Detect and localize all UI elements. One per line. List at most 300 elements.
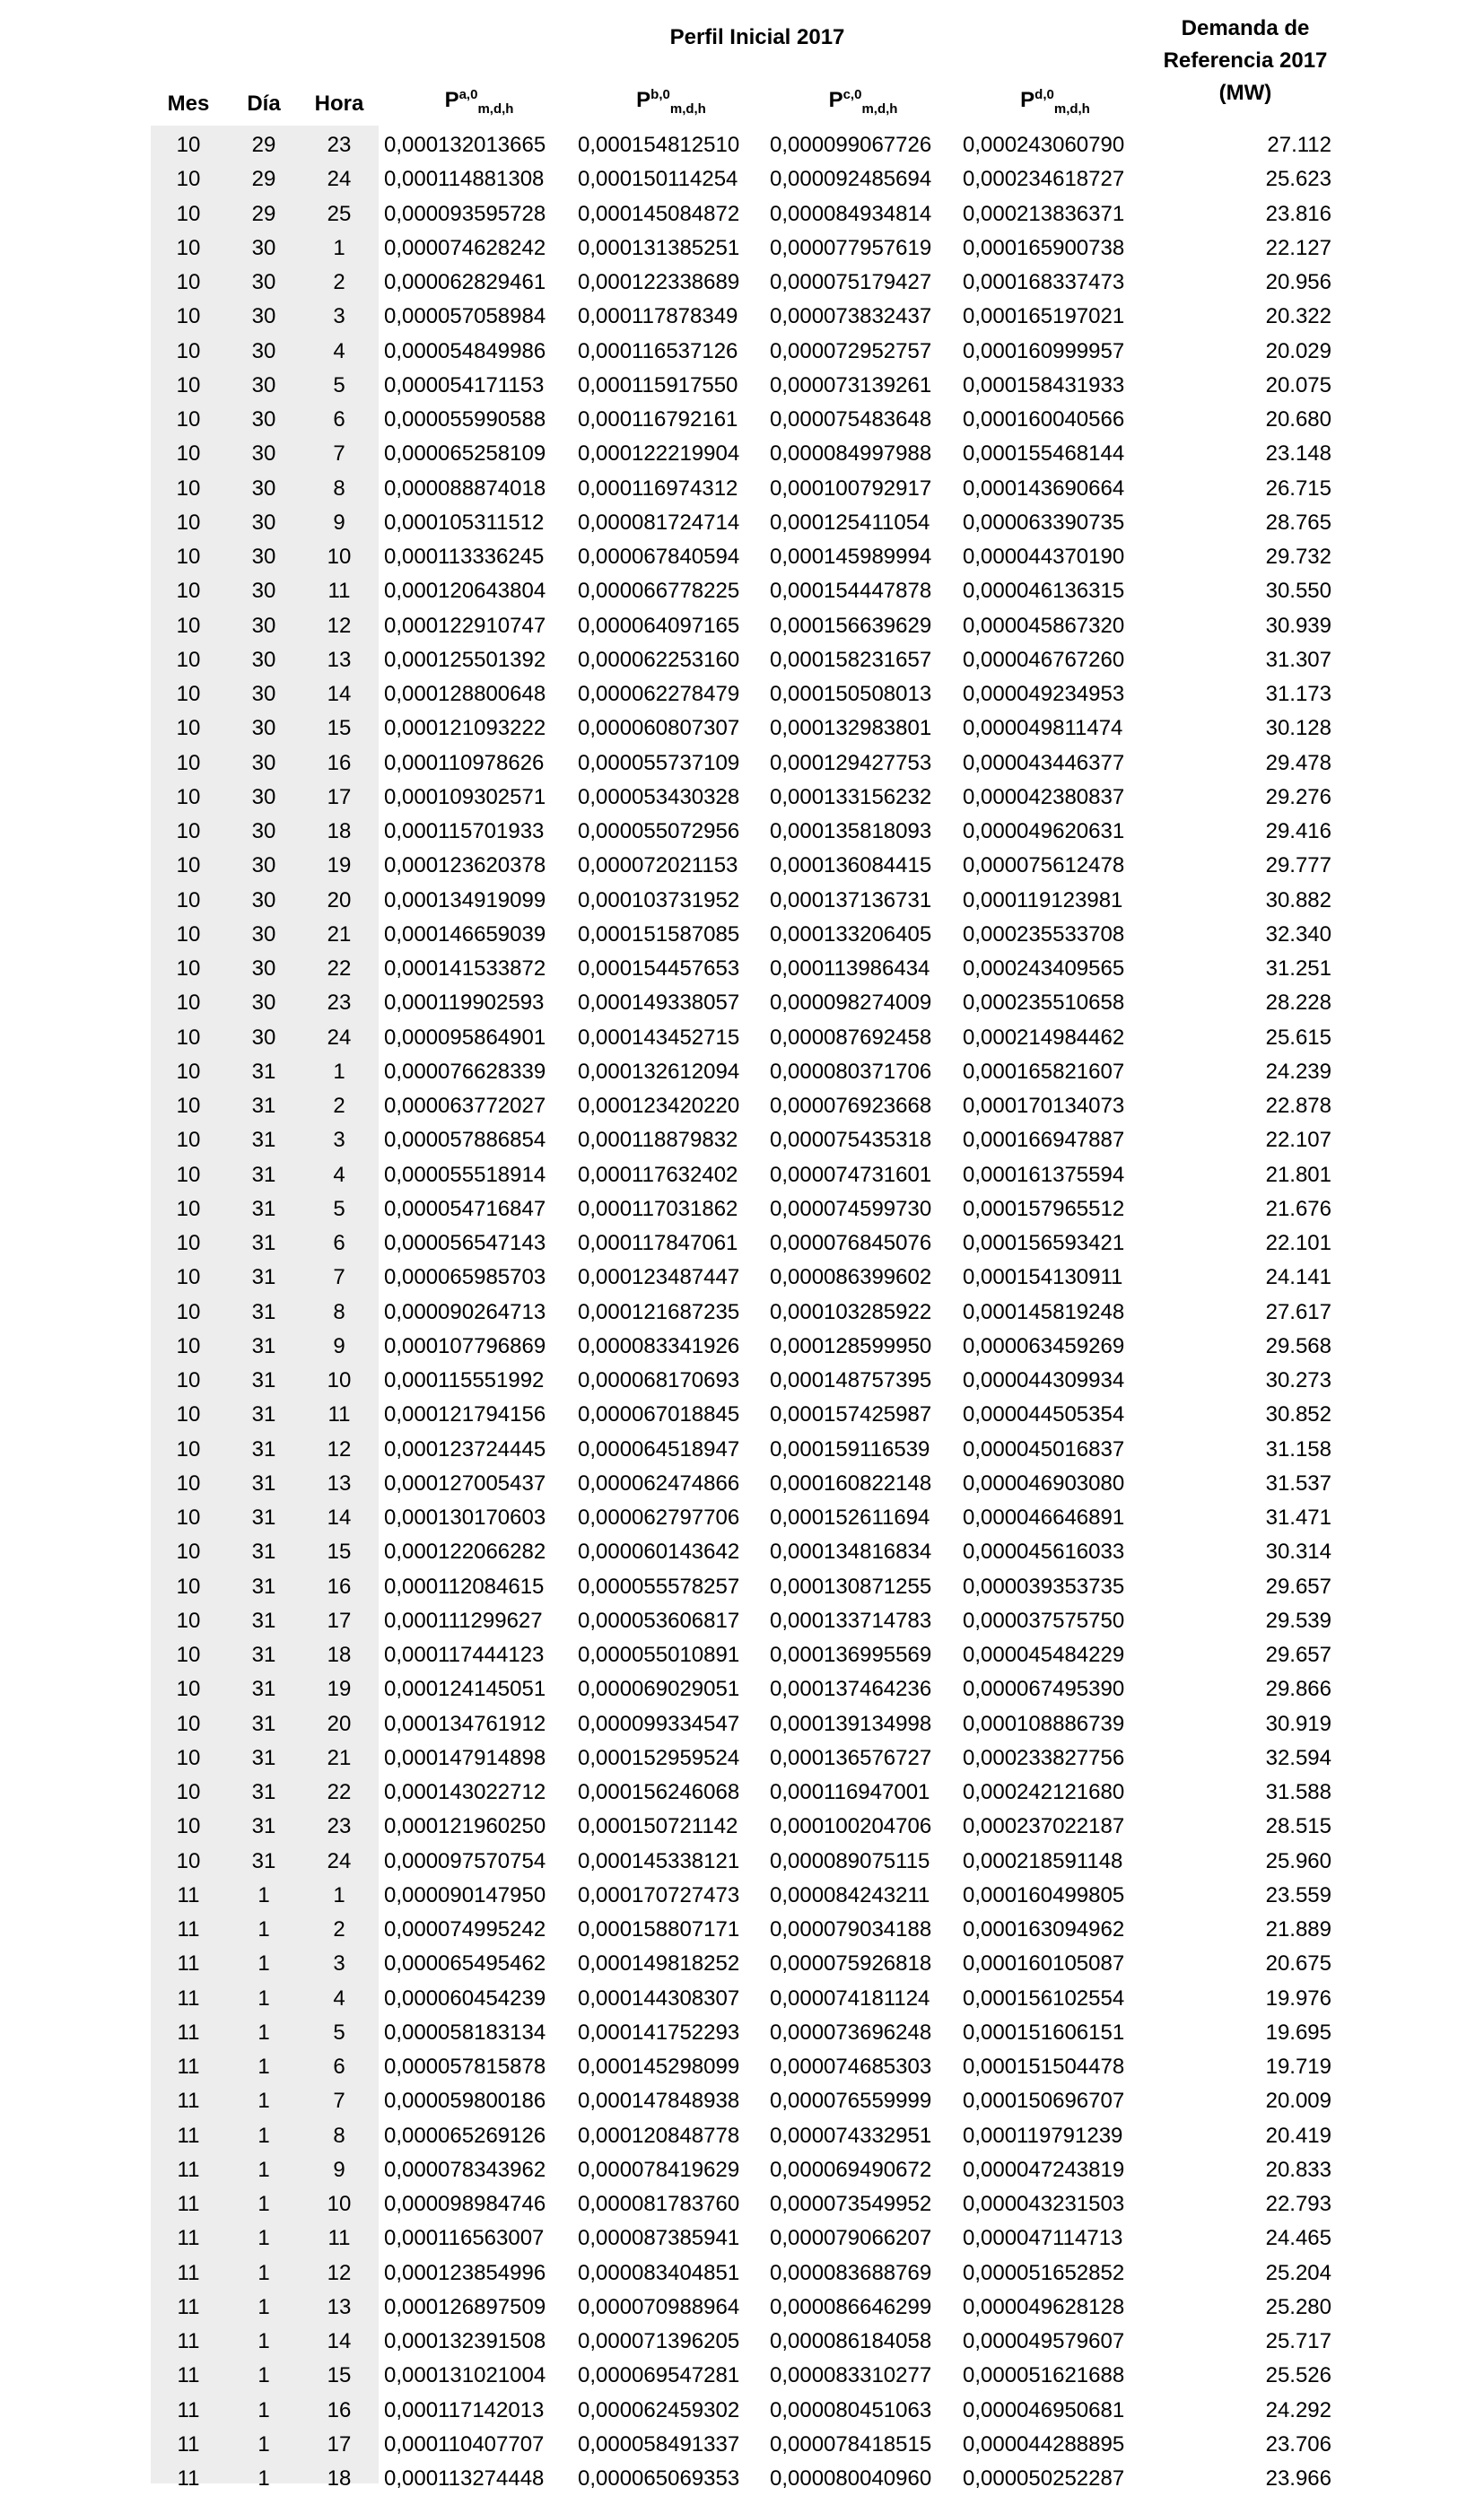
cell-demanda: 31.173 [1265, 682, 1331, 706]
cell-dia: 1 [258, 2397, 270, 2422]
cell-pa: 0,000057815878 [384, 2055, 546, 2079]
cell-pd: 0,000049628128 [963, 2294, 1125, 2319]
cell-dia: 1 [258, 2329, 270, 2353]
cell-dia: 31 [251, 1745, 276, 1770]
cell-mes: 10 [176, 682, 201, 706]
cell-pb: 0,000055010891 [578, 1643, 740, 1667]
cell-pc: 0,000157425987 [770, 1402, 932, 1427]
cell-demanda: 31.158 [1265, 1436, 1331, 1462]
cell-hora: 20 [327, 1711, 352, 1736]
cell-pc: 0,000073696248 [770, 2020, 932, 2045]
table-row [0, 1947, 1484, 1981]
cell-pa: 0,000123620378 [384, 853, 546, 878]
cell-pb: 0,000145338121 [578, 1848, 740, 1873]
cell-mes: 10 [176, 819, 201, 843]
cell-demanda: 30.882 [1265, 887, 1331, 912]
cell-dia: 31 [251, 1162, 276, 1187]
cell-hora: 22 [327, 956, 352, 981]
cell-pb: 0,000087385941 [578, 2226, 740, 2251]
cell-mes: 10 [176, 1814, 201, 1839]
cell-dia: 1 [258, 2157, 270, 2182]
cell-dia: 30 [251, 819, 276, 843]
cell-pd: 0,000042380837 [963, 784, 1125, 809]
cell-mes: 10 [176, 1505, 201, 1530]
cell-pd: 0,000156593421 [963, 1231, 1125, 1255]
pa-base: P [444, 88, 459, 112]
cell-mes: 10 [176, 1471, 201, 1496]
cell-pc: 0,000080451063 [770, 2397, 932, 2422]
cell-demanda: 20.680 [1265, 407, 1331, 432]
table-row [0, 2394, 1484, 2428]
cell-mes: 10 [176, 1780, 201, 1804]
cell-demanda: 25.623 [1265, 167, 1331, 192]
cell-pb: 0,000083404851 [578, 2260, 740, 2285]
cell-demanda: 28.228 [1265, 991, 1331, 1016]
cell-demanda: 29.657 [1265, 1643, 1331, 1667]
cell-pb: 0,000058491337 [578, 2431, 740, 2457]
table-row [0, 1879, 1484, 1913]
cell-dia: 31 [251, 1299, 276, 1324]
cell-pb: 0,000145084872 [578, 201, 740, 226]
cell-mes: 10 [176, 716, 201, 741]
cell-pc: 0,000087692458 [770, 1025, 932, 1050]
cell-mes: 11 [177, 2226, 200, 2251]
cell-hora: 24 [327, 167, 352, 192]
cell-dia: 31 [251, 1608, 276, 1633]
table-row [0, 677, 1484, 711]
table-row [0, 403, 1484, 437]
cell-demanda: 21.676 [1265, 1196, 1331, 1221]
cell-dia: 29 [251, 167, 276, 192]
cell-pd: 0,000243060790 [963, 133, 1125, 157]
cell-mes: 10 [176, 167, 201, 192]
cell-pa: 0,000113274448 [384, 2466, 545, 2491]
cell-pc: 0,000145989994 [770, 545, 932, 569]
cell-demanda: 23.966 [1265, 2466, 1331, 2491]
cell-pc: 0,000150508013 [770, 682, 932, 706]
cell-pd: 0,000160105087 [963, 1951, 1125, 1977]
cell-pb: 0,000149818252 [578, 1951, 740, 1977]
table-row [0, 884, 1484, 918]
cell-pc: 0,000158231657 [770, 647, 932, 672]
cell-mes: 10 [176, 613, 201, 638]
table-row [0, 781, 1484, 815]
cell-pb: 0,000158807171 [578, 1917, 740, 1942]
cell-pd: 0,000047243819 [963, 2157, 1125, 2182]
cell-pc: 0,000139134998 [770, 1711, 932, 1736]
cell-pa: 0,000057058984 [384, 304, 546, 329]
cell-pd: 0,000156102554 [963, 1985, 1125, 2011]
demand-header-line-3: (MW) [1218, 81, 1272, 105]
cell-demanda: 32.340 [1265, 921, 1331, 947]
cell-pa: 0,000134919099 [384, 887, 546, 912]
column-header-hora: Hora [314, 92, 364, 116]
table-row [0, 2291, 1484, 2325]
pb-sub: m,d,h [669, 101, 706, 117]
cell-pa: 0,000127005437 [384, 1471, 546, 1496]
cell-dia: 31 [251, 1711, 276, 1736]
cell-pd: 0,000119123981 [963, 887, 1123, 912]
cell-mes: 10 [176, 647, 201, 672]
table-row [0, 2119, 1484, 2153]
cell-pd: 0,000151504478 [963, 2055, 1125, 2079]
cell-dia: 30 [251, 338, 276, 363]
cell-pb: 0,000060807307 [578, 716, 740, 741]
cell-demanda: 29.657 [1265, 1574, 1331, 1599]
cell-pd: 0,000045016837 [963, 1436, 1125, 1462]
cell-pc: 0,000160822148 [770, 1471, 932, 1496]
table-row [0, 1501, 1484, 1535]
cell-pd: 0,000143690664 [963, 476, 1125, 501]
table-row [0, 1433, 1484, 1467]
cell-pd: 0,000075612478 [963, 853, 1125, 878]
table-row [0, 2221, 1484, 2256]
table-row [0, 1158, 1484, 1192]
table-row [0, 231, 1484, 266]
pd-base: P [1020, 88, 1035, 112]
cell-pa: 0,000098984746 [384, 2192, 546, 2216]
cell-demanda: 28.515 [1265, 1814, 1331, 1839]
table-row [0, 266, 1484, 300]
cell-demanda: 29.539 [1265, 1608, 1331, 1633]
cell-pd: 0,000165821607 [963, 1059, 1125, 1084]
cell-pa: 0,000074628242 [384, 235, 546, 260]
cell-dia: 30 [251, 682, 276, 706]
cell-pa: 0,000065269126 [384, 2123, 546, 2148]
cell-pb: 0,000122338689 [578, 270, 740, 294]
cell-dia: 31 [251, 1231, 276, 1255]
cell-hora: 24 [327, 1848, 352, 1873]
cell-demanda: 21.801 [1265, 1162, 1331, 1187]
cell-demanda: 29.276 [1265, 784, 1331, 809]
cell-dia: 29 [251, 201, 276, 226]
cell-pc: 0,000154447878 [770, 579, 932, 604]
cell-pa: 0,000143022712 [384, 1780, 546, 1804]
cell-pc: 0,000132983801 [770, 716, 932, 741]
cell-dia: 31 [251, 1643, 276, 1667]
cell-pd: 0,000237022187 [963, 1814, 1125, 1839]
table-row [0, 2462, 1484, 2496]
cell-pa: 0,000128800648 [384, 682, 546, 706]
cell-pc: 0,000080040960 [770, 2466, 932, 2491]
cell-mes: 10 [176, 304, 201, 329]
table-row [0, 643, 1484, 677]
cell-pd: 0,000170134073 [963, 1094, 1125, 1118]
cell-pa: 0,000119902593 [384, 991, 545, 1016]
table-row [0, 1364, 1484, 1398]
pa-sup: a,0 [458, 87, 478, 102]
table-row [0, 1810, 1484, 1844]
cell-dia: 31 [251, 1265, 276, 1290]
cell-hora: 5 [333, 372, 345, 397]
cell-pa: 0,000114881308 [384, 167, 545, 192]
cell-pc: 0,000135818093 [770, 819, 932, 843]
cell-pc: 0,000084934814 [770, 201, 932, 226]
cell-hora: 1 [333, 1059, 345, 1084]
cell-hora: 8 [333, 1299, 345, 1324]
cell-demanda: 24.465 [1265, 2226, 1331, 2251]
cell-pa: 0,000121960250 [384, 1814, 546, 1839]
cell-dia: 1 [258, 2123, 270, 2148]
cell-dia: 1 [258, 2192, 270, 2216]
cell-pa: 0,000095864901 [384, 1025, 546, 1050]
cell-pb: 0,000070988964 [578, 2294, 740, 2319]
cell-pd: 0,000213836371 [963, 201, 1125, 226]
cell-pa: 0,000060454239 [384, 1985, 546, 2011]
cell-mes: 10 [176, 1608, 201, 1633]
cell-hora: 15 [327, 716, 352, 741]
cell-demanda: 29.416 [1265, 819, 1331, 843]
cell-hora: 17 [327, 784, 352, 809]
cell-pa: 0,000105311512 [384, 510, 545, 535]
cell-pa: 0,000090264713 [384, 1299, 546, 1324]
table-row [0, 437, 1484, 471]
pd-sub: m,d,h [1053, 101, 1090, 117]
cell-pd: 0,000067495390 [963, 1677, 1125, 1702]
cell-pd: 0,000039353735 [963, 1574, 1125, 1599]
cell-demanda: 20.419 [1265, 2123, 1331, 2148]
column-header-dia: Día [247, 92, 281, 116]
cell-hora: 10 [327, 2192, 352, 2216]
cell-dia: 31 [251, 1368, 276, 1392]
cell-pb: 0,000117878349 [578, 304, 738, 329]
cell-mes: 10 [176, 1677, 201, 1702]
cell-pa: 0,000058183134 [384, 2020, 546, 2045]
cell-hora: 14 [327, 682, 352, 706]
cell-pd: 0,000045616033 [963, 1540, 1125, 1565]
cell-pa: 0,000147914898 [384, 1745, 546, 1770]
table-row [0, 1296, 1484, 1330]
cell-hora: 4 [333, 1985, 345, 2011]
table-row [0, 128, 1484, 162]
cell-demanda: 20.075 [1265, 372, 1331, 397]
demand-header-line-2: Referencia 2017 [1163, 48, 1328, 73]
table-row [0, 1192, 1484, 1226]
cell-demanda: 31.537 [1265, 1471, 1331, 1496]
cell-dia: 30 [251, 510, 276, 535]
cell-mes: 10 [176, 476, 201, 501]
cell-demanda: 29.732 [1265, 545, 1331, 569]
cell-demanda: 25.960 [1265, 1848, 1331, 1873]
cell-pb: 0,000067840594 [578, 545, 740, 569]
cell-pd: 0,000151606151 [963, 2020, 1125, 2045]
cell-pb: 0,000068170693 [578, 1368, 740, 1392]
cell-pc: 0,000137464236 [770, 1677, 932, 1702]
cell-pa: 0,000093595728 [384, 201, 546, 226]
cell-hora: 3 [333, 1128, 345, 1153]
table-row [0, 506, 1484, 540]
cell-hora: 7 [333, 1265, 345, 1290]
cell-pc: 0,000074599730 [770, 1196, 932, 1221]
cell-pa: 0,000121093222 [384, 716, 546, 741]
cell-hora: 21 [327, 921, 352, 947]
cell-hora: 10 [327, 1368, 352, 1392]
cell-pa: 0,000056547143 [384, 1231, 546, 1255]
cell-dia: 30 [251, 613, 276, 638]
cell-pc: 0,000075483648 [770, 407, 932, 432]
cell-demanda: 29.478 [1265, 750, 1331, 775]
cell-dia: 31 [251, 1471, 276, 1496]
cell-mes: 10 [176, 1094, 201, 1118]
cell-pc: 0,000092485694 [770, 167, 932, 192]
cell-pa: 0,000132013665 [384, 133, 546, 157]
cell-pa: 0,000110978626 [384, 750, 545, 775]
cell-demanda: 25.526 [1265, 2363, 1331, 2388]
group-title: Perfil Inicial 2017 [669, 25, 845, 49]
cell-mes: 10 [176, 1368, 201, 1392]
cell-pb: 0,000064518947 [578, 1436, 740, 1462]
table-row [0, 1707, 1484, 1741]
cell-pa: 0,000117142013 [384, 2397, 545, 2422]
cell-pd: 0,000043446377 [963, 750, 1125, 775]
cell-pa: 0,000109302571 [384, 784, 546, 809]
cell-pc: 0,000083310277 [770, 2363, 932, 2388]
cell-demanda: 31.251 [1265, 956, 1331, 981]
cell-mes: 10 [176, 921, 201, 947]
cell-mes: 10 [176, 1848, 201, 1873]
cell-pc: 0,000086646299 [770, 2294, 932, 2319]
cell-dia: 1 [258, 2294, 270, 2319]
cell-pc: 0,000134816834 [770, 1540, 932, 1565]
table-row [0, 918, 1484, 952]
cell-mes: 10 [176, 1265, 201, 1290]
table-row [0, 1982, 1484, 2016]
cell-mes: 10 [176, 1299, 201, 1324]
cell-pa: 0,000065258109 [384, 441, 546, 467]
cell-demanda: 30.273 [1265, 1368, 1331, 1392]
cell-pa: 0,000115551992 [384, 1368, 545, 1392]
cell-pd: 0,000047114713 [963, 2226, 1123, 2251]
cell-dia: 30 [251, 956, 276, 981]
cell-mes: 10 [176, 1231, 201, 1255]
cell-pb: 0,000062253160 [578, 647, 740, 672]
cell-pb: 0,000115917550 [578, 372, 738, 397]
cell-pd: 0,000046767260 [963, 647, 1125, 672]
cell-pc: 0,000074181124 [770, 1985, 930, 2011]
cell-demanda: 31.588 [1265, 1780, 1331, 1804]
cell-pc: 0,000089075115 [770, 1848, 930, 1873]
cell-dia: 31 [251, 1780, 276, 1804]
cell-mes: 10 [176, 1402, 201, 1427]
cell-mes: 11 [177, 2260, 200, 2285]
cell-pd: 0,000063459269 [963, 1333, 1125, 1358]
cell-hora: 19 [327, 853, 352, 878]
cell-dia: 30 [251, 991, 276, 1016]
table-row [0, 1638, 1484, 1672]
cell-dia: 30 [251, 579, 276, 604]
cell-demanda: 23.148 [1265, 441, 1331, 467]
cell-pd: 0,000051621688 [963, 2363, 1125, 2388]
cell-hora: 1 [333, 1882, 345, 1907]
cell-demanda: 24.239 [1265, 1059, 1331, 1084]
table-row [0, 300, 1484, 334]
cell-demanda: 25.280 [1265, 2294, 1331, 2319]
cell-pa: 0,000117444123 [384, 1643, 545, 1667]
cell-pd: 0,000108886739 [963, 1711, 1125, 1736]
cell-pc: 0,000073832437 [770, 304, 932, 329]
cell-pb: 0,000170727473 [578, 1882, 740, 1907]
cell-pc: 0,000098274009 [770, 991, 932, 1016]
cell-hora: 18 [327, 819, 352, 843]
table-row [0, 1535, 1484, 1569]
cell-pb: 0,000117847061 [578, 1231, 738, 1255]
pa-sub: m,d,h [477, 101, 514, 117]
cell-dia: 1 [258, 1951, 270, 1977]
table-row [0, 746, 1484, 781]
cell-pc: 0,000080371706 [770, 1059, 932, 1084]
cell-pc: 0,000159116539 [770, 1436, 930, 1462]
cell-dia: 30 [251, 784, 276, 809]
cell-pd: 0,000160040566 [963, 407, 1125, 432]
table-row [0, 952, 1484, 986]
cell-pa: 0,000107796869 [384, 1333, 546, 1358]
table-row [0, 609, 1484, 643]
cell-hora: 3 [333, 304, 345, 329]
cell-pb: 0,000065069353 [578, 2466, 740, 2491]
cell-dia: 1 [258, 2363, 270, 2388]
cell-dia: 30 [251, 921, 276, 947]
cell-pb: 0,000069029051 [578, 1677, 740, 1702]
cell-pc: 0,000076923668 [770, 1094, 932, 1118]
column-header-pc [828, 87, 898, 117]
cell-pc: 0,000148757395 [770, 1368, 932, 1392]
cell-demanda: 30.852 [1265, 1402, 1331, 1427]
cell-pb: 0,000154457653 [578, 956, 740, 981]
cell-pd: 0,000051652852 [963, 2260, 1125, 2285]
cell-demanda: 30.550 [1265, 579, 1331, 604]
cell-pa: 0,000054716847 [384, 1196, 546, 1221]
cell-pb: 0,000117632402 [578, 1162, 738, 1187]
pc-base: P [828, 88, 843, 112]
cell-mes: 11 [177, 2192, 200, 2216]
table-row [0, 472, 1484, 506]
cell-pc: 0,000152611694 [770, 1505, 930, 1530]
cell-pd: 0,000119791239 [963, 2123, 1123, 2148]
table-row [0, 815, 1484, 849]
cell-pd: 0,000046646891 [963, 1505, 1125, 1530]
cell-pa: 0,000054171153 [384, 372, 545, 397]
cell-dia: 30 [251, 887, 276, 912]
cell-pc: 0,000130871255 [770, 1574, 932, 1599]
cell-mes: 10 [176, 784, 201, 809]
cell-hora: 9 [333, 1333, 345, 1358]
cell-demanda: 30.314 [1265, 1540, 1331, 1565]
cell-demanda: 23.559 [1265, 1882, 1331, 1907]
cell-pb: 0,000099334547 [578, 1711, 740, 1736]
cell-dia: 30 [251, 1025, 276, 1050]
cell-pd: 0,000163094962 [963, 1917, 1125, 1942]
cell-dia: 1 [258, 1985, 270, 2011]
cell-hora: 5 [333, 1196, 345, 1221]
cell-dia: 31 [251, 1094, 276, 1118]
cell-hora: 15 [327, 1540, 352, 1565]
cell-pd: 0,000050252287 [963, 2466, 1125, 2491]
cell-dia: 31 [251, 1677, 276, 1702]
table-row [0, 986, 1484, 1020]
cell-mes: 10 [176, 270, 201, 294]
table-row [0, 1089, 1484, 1123]
cell-mes: 10 [176, 1025, 201, 1050]
cell-pa: 0,000130170603 [384, 1505, 546, 1530]
column-header-pa [444, 87, 514, 117]
cell-mes: 10 [176, 510, 201, 535]
cell-hora: 23 [327, 1814, 352, 1839]
cell-pb: 0,000062797706 [578, 1505, 740, 1530]
cell-dia: 1 [258, 1882, 270, 1907]
cell-pa: 0,000088874018 [384, 476, 546, 501]
table-row [0, 1261, 1484, 1295]
cell-pc: 0,000074685303 [770, 2055, 932, 2079]
